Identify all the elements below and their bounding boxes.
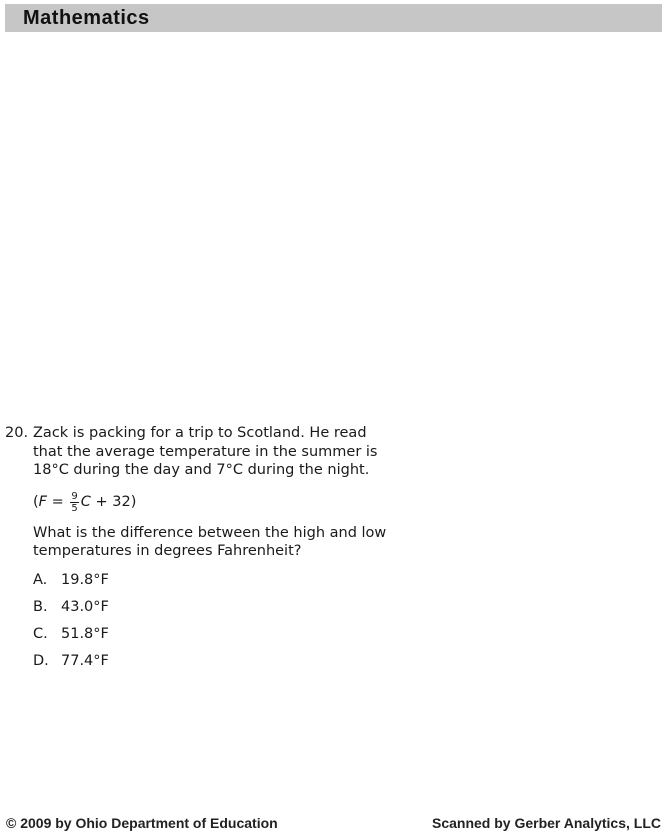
answer-choice-b[interactable] xyxy=(33,598,453,625)
fraction-numerator: 9 xyxy=(71,491,78,502)
header-bar xyxy=(5,4,662,32)
choice-letter: D. xyxy=(33,652,49,669)
formula-f-variable: F xyxy=(38,494,48,511)
question-prompt xyxy=(33,524,453,561)
formula-rest: + 32) xyxy=(90,494,137,511)
fraction-denominator: 5 xyxy=(71,503,78,514)
question-prompt-line: temperatures in degrees Fahrenheit? xyxy=(33,543,302,559)
question-number: 20. xyxy=(5,425,29,441)
scan-credit: Scanned by Gerber Analytics, LLC xyxy=(432,815,661,831)
conversion-formula xyxy=(33,488,453,518)
question-stem-line: that the average temperature in the summer is xyxy=(33,443,378,460)
question-stem-line: Zack is packing for a trip to Scotland. He read xyxy=(33,425,367,441)
choice-letter: B. xyxy=(33,598,48,615)
choice-letter: C. xyxy=(33,625,48,642)
formula-open-paren: ( xyxy=(33,494,39,511)
question-prompt-line: What is the difference between the high and low xyxy=(33,524,387,541)
answer-choice-a[interactable] xyxy=(33,571,453,598)
formula-c-variable: C xyxy=(80,494,91,511)
choice-letter: A. xyxy=(33,571,48,588)
answer-choice-c[interactable] xyxy=(33,625,453,652)
choice-text: 43.0°F xyxy=(61,598,109,615)
copyright-notice: © 2009 by Ohio Department of Education xyxy=(6,815,278,831)
answer-choice-d[interactable] xyxy=(33,652,453,679)
question-body xyxy=(33,424,453,679)
choice-text: 19.8°F xyxy=(61,571,109,588)
question-stem-line: 18°C during the day and 7°C during the night. xyxy=(33,462,370,478)
answer-choices xyxy=(33,571,453,679)
choice-text: 51.8°F xyxy=(61,625,109,642)
formula-equals: = xyxy=(47,494,69,511)
page-title: Mathematics xyxy=(23,7,150,29)
formula-fraction xyxy=(70,491,78,514)
choice-text: 77.4°F xyxy=(61,652,109,669)
